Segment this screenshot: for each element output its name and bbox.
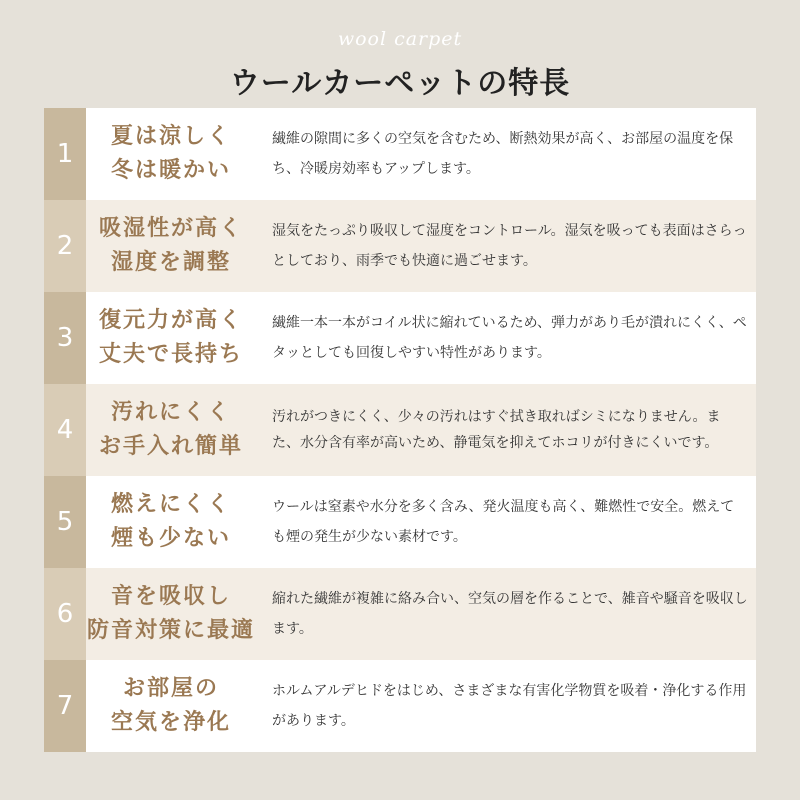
feature-heading-line1: 音を吸収し [110,584,231,609]
feature-number: 4 [44,384,86,476]
feature-description: 繊維一本一本がコイル状に縮れているため、弾力があり毛が潰れにくく、ペタッとしても回復しやすい特性があります。 [272,315,747,361]
subtitle: wool carpet [337,28,463,50]
feature-heading [86,660,256,752]
page-title: ウールカーペットの特長 [229,66,571,101]
feature-row-7 [44,660,756,752]
feature-heading-line2: お手入れ簡単 [98,434,243,459]
feature-row-5 [44,476,756,568]
feature-heading [86,476,256,568]
feature-number: 6 [44,568,86,660]
feature-description: ウールは窒素や水分を多く含み、発火温度も高く、難燃性で安全。燃えても煙の発生が少ない素材です。 [272,499,735,545]
feature-heading-line1: 吸湿性が高く [98,216,243,241]
feature-heading-line2: 煙も少ない [110,526,231,551]
feature-number: 5 [44,476,86,568]
feature-heading-line2: 冬は暖かい [110,158,231,183]
feature-heading [86,384,256,476]
feature-heading-line1: 復元力が高く [98,308,243,333]
feature-number: 3 [44,292,86,384]
feature-heading [86,200,256,292]
feature-row-6 [44,568,756,660]
feature-description: 繊維の隙間に多くの空気を含むため、断熱効果が高く、お部屋の温度を保ち、冷暖房効率もアップします。 [272,131,734,177]
feature-number: 2 [44,200,86,292]
feature-description: 縮れた繊維が複雑に絡み合い、空気の層を作ることで、雑音や騒音を吸収します。 [272,591,748,637]
feature-row-4 [44,384,756,476]
feature-heading [86,108,256,200]
feature-heading-line2: 空気を浄化 [110,710,231,735]
feature-heading-line1: 夏は涼しく [110,124,231,149]
feature-row-2 [44,200,756,292]
feature-heading-line1: 汚れにくく [110,400,231,425]
feature-table [44,108,756,752]
feature-heading [86,292,256,384]
feature-heading-line2: 丈夫で長持ち [98,342,243,367]
feature-heading [86,568,256,660]
feature-description: 湿気をたっぷり吸収して湿度をコントロール。湿気を吸っても表面はさらっとしており、雨季でも快適に過ごせます。 [272,223,747,269]
feature-number: 7 [44,660,86,752]
feature-heading-line1: お部屋の [122,676,219,701]
feature-description: 汚れがつきにくく、少々の汚れはすぐ拭き取ればシミになりません。また、水分含有率が高いため、静電気を抑えてホコリが付きにくいです。 [272,409,721,451]
feature-row-1 [44,108,756,200]
feature-number: 1 [44,108,86,200]
feature-heading-line1: 燃えにくく [110,492,231,517]
feature-row-3 [44,292,756,384]
feature-description: ホルムアルデヒドをはじめ、さまざまな有害化学物質を吸着・浄化する作用があります。 [272,683,747,729]
feature-heading-line2: 防音対策に最適 [86,618,255,643]
feature-heading-line2: 湿度を調整 [110,250,231,275]
